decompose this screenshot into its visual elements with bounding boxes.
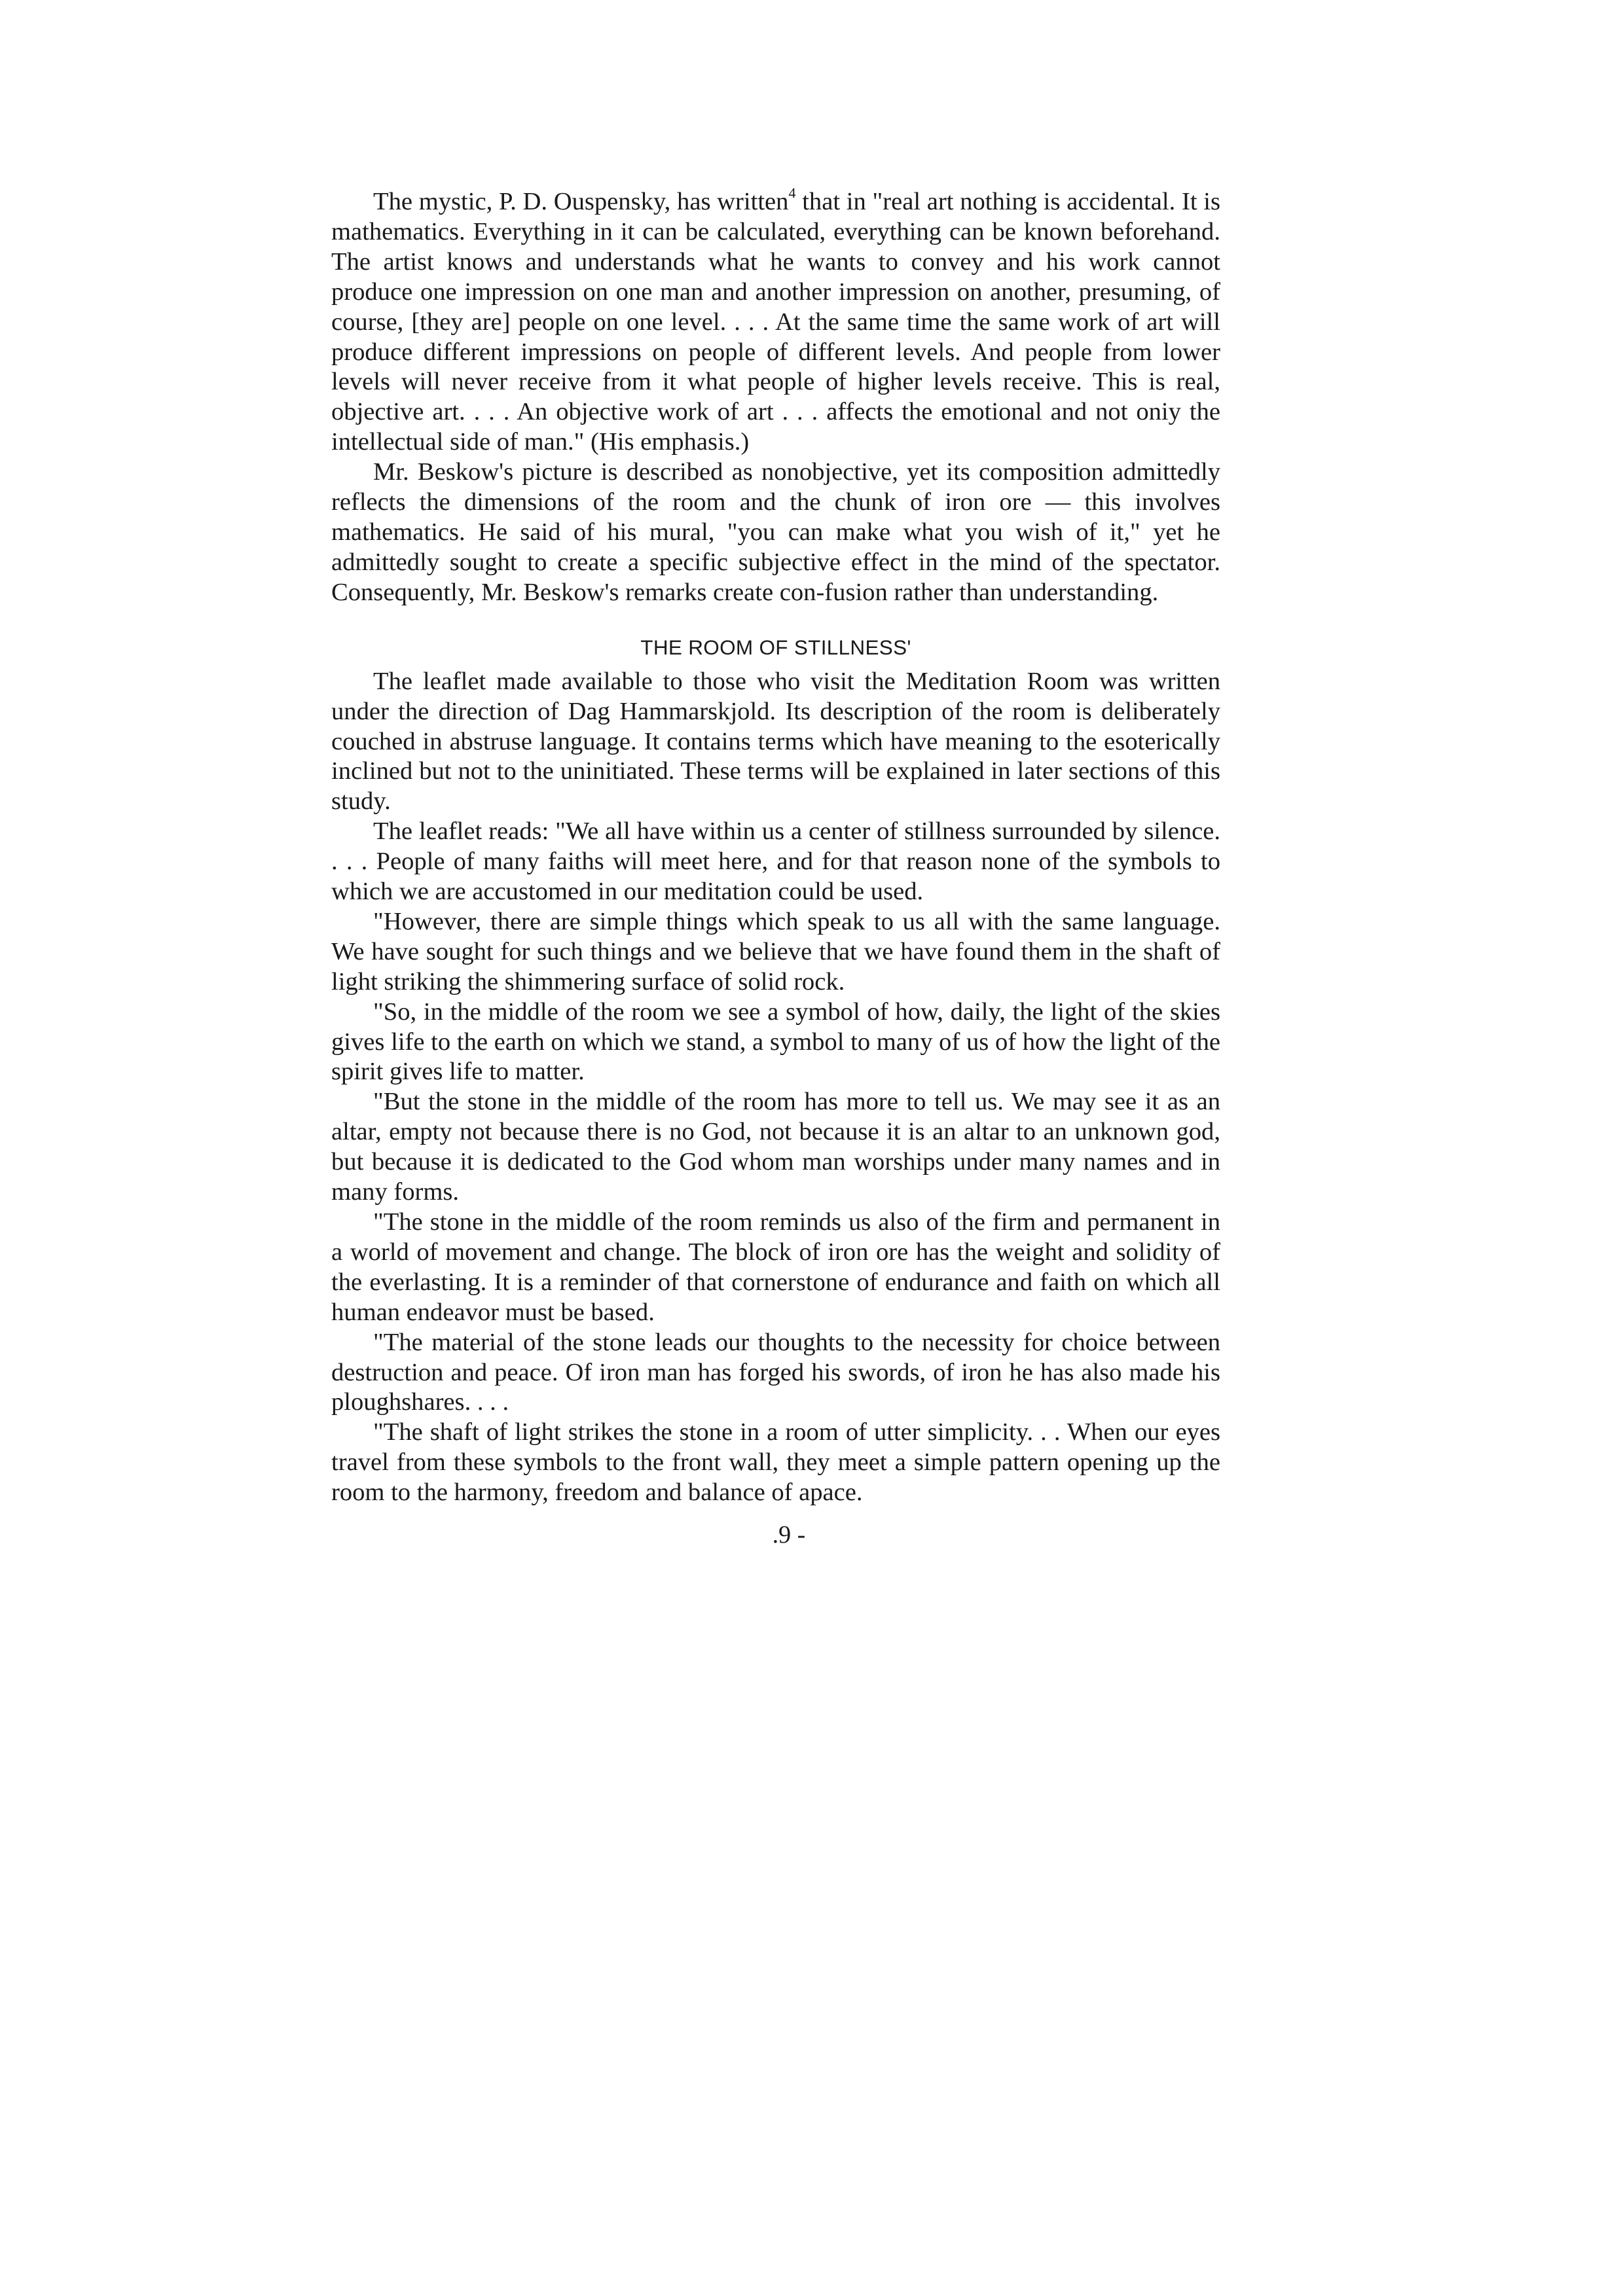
paragraph-stone-altar: "But the stone in the middle of the room has more to tell us. We may see it as an altar, empty not because there is no God, not because it is an altar to an unknown god, but because it is dedicated to the God whom man worships under many names and in many forms. (331, 1088, 1220, 1206)
paragraph-shaft-of-light: "The shaft of light strikes the stone in a room of utter simplicity. . . When our eyes travel from these symbols to the front wall, they meet a simple pattern opening up the room to the harmony, freedom and balance of apace. (331, 1418, 1220, 1507)
paragraph-stone-permanence: "The stone in the middle of the room reminds us also of the firm and permanent in a world of movement and change. The block of iron ore has the weight and solidity of the everlasting. It is a reminder of that cornerstone of endurance and faith on which all human endeavor must be based. (331, 1208, 1220, 1326)
footnote-marker: 4 (788, 185, 796, 202)
paragraph-stone-material: "The material of the stone leads our thoughts to the necessity for choice between destruction and peace. Of iron man has forged his swords, of iron he has also made his ploughshares. . . . (331, 1328, 1220, 1416)
paragraph-beskow: Mr. Beskow's picture is described as nonobjective, yet its composition admittedly reflects the dimensions of the room and the chunk of iron ore — this involves mathematics. He said of his mural, "you can make what you wish of it," yet he admittedly sought to create a specific subjective effect in the mind of the spectator. Consequently, Mr. Beskow's remarks create con-fusion rather than understanding. (331, 458, 1220, 606)
section-heading: THE ROOM OF STILLNESS' (640, 635, 911, 659)
page-number: .9 - (772, 1521, 806, 1549)
paragraph-symbol-of-light: "So, in the middle of the room we see a symbol of how, daily, the light of the skies gives life to the earth on which we stand, a symbol to many of us of how the light of the spirit gives life to matter. (331, 997, 1220, 1086)
paragraph-text: that in "real art nothing is accidental. It is mathematics. Everything in it can be calculated, everything can be known beforehand. The artist knows and understands what he wants to convey and his work cannot produce one impression on one man and another impression on another, presuming, of course, [they are] people on one level. . . . At the same time the same work of art will produce different impressions on people of different levels. And people from lower levels will never receive from it what people of higher levels receive. This is real, objective art. . . . An objective work of art . . . affects the emotional and not oniy the intellectual side of man." (His emphasis.) (331, 188, 1220, 456)
paragraph-ouspensky-quote (331, 187, 1220, 457)
paragraph-leaflet-intro: The leaflet made available to those who visit the Meditation Room was written under the direction of Dag Hammarskjold. Its description of the room is deliberately couched in abstruse language. It contains terms which have meaning to the esoterically inclined but not to the uninitiated. These terms will be explained in later sections of this study. (331, 667, 1220, 816)
paragraph-simple-things: "However, there are simple things which speak to us all with the same language. We have sought for such things and we believe that we have found them in the shaft of light striking the shimmering surface of solid rock. (331, 907, 1220, 996)
paragraph-leaflet-reads: The leaflet reads: "We all have within us a center of stillness surrounded by silence. . . . People of many faiths will meet here, and for that reason none of the symbols to which we are accustomed in our meditation could be used. (331, 817, 1220, 906)
paragraph-text: The mystic, P. D. Ouspensky, has written (373, 188, 789, 215)
document-page (331, 187, 1220, 1550)
